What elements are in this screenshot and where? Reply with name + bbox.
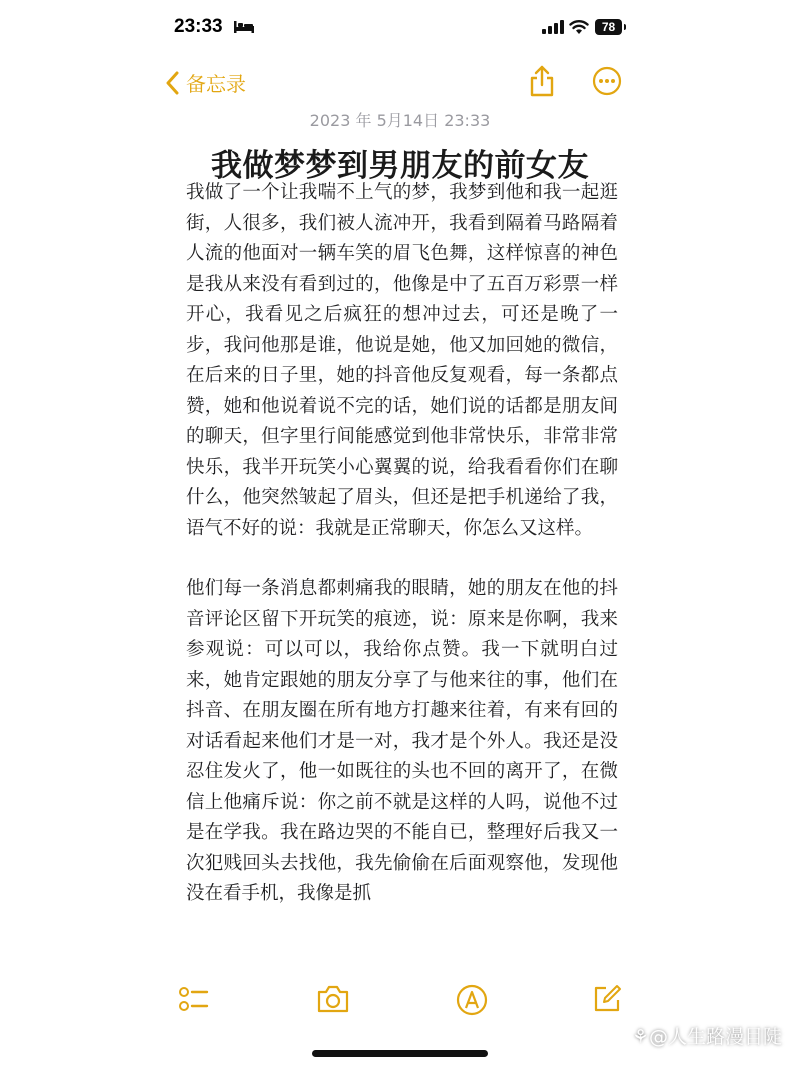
note-date: 2023 年 5月14日 23:33 [309, 111, 491, 130]
bed-icon [234, 21, 254, 33]
status-time: 23:33 [174, 16, 223, 37]
status-bar [148, 0, 652, 56]
battery-icon: 78 [595, 19, 622, 35]
home-indicator[interactable] [312, 1050, 488, 1057]
wifi-icon [569, 19, 589, 35]
note-title[interactable]: 我做梦梦到男朋友的前女友 [211, 148, 589, 184]
bottom-toolbar [148, 984, 652, 1020]
compose-icon[interactable] [592, 984, 622, 1014]
back-button[interactable] [166, 68, 246, 97]
navigation-bar [148, 56, 652, 108]
chevron-left-icon [166, 71, 180, 95]
note-paragraph: 他们每一条消息都刺痛我的眼睛，她的朋友在他的抖音评论区留下开玩笑的痕迹，说：原来是你啊，我来参观说：可以可以，我给你点赞。我一下就明白过来，她肯定跟她的朋友分享了与他来往的事，他们在抖音、在朋友圈在所有地方打趣来往着，有来有回的对话看起来他们才是一对，我才是个外人。我还是没忍住发火了，他一如既往的头也不回的离开了，在微信上他痛斥说：你之前不就是这样的人吗，说他不过是在学我。我在路边哭的不能自已，整理好后我又一次犯贱回头去找他，我先偷偷在后面观察他，发现他没在看手机，我像是抓 [186, 578, 618, 904]
battery-tip [624, 24, 626, 30]
note-paragraph: 我做了一个让我喘不上气的梦，我梦到他和我一起逛街，人很多，我们被人流冲开，我看到隔着马路隔着人流的他面对一辆车笑的眉飞色舞，这样惊喜的神色是我从来没有看到过的，他像是中了五百万彩票一样开心，我看见之后疯狂的想冲过去，可还是晚了一步，我问他那是谁，他说是她，他又加回她的微信，在后来的日子里，她的抖音他反复观看，每一条都点赞，她和他说着说不完的话，她们说的话都是朋友间的聊天，但字里行间能感觉到他非常快乐，非常非常快乐，我半开玩笑小心翼翼的说，给我看看你们在聊什么，他突然皱起了眉头，但还是把手机递给了我，语气不好的说：我就是正常聊天，你怎么又这样。 [186, 182, 618, 539]
signal-icon [542, 20, 564, 34]
more-icon[interactable] [592, 66, 622, 96]
back-label: 备忘录 [186, 72, 246, 96]
checklist-icon[interactable] [178, 984, 210, 1016]
notes-screen [148, 0, 652, 1067]
watermark: ⚘@人生路漫目陡 [631, 1026, 782, 1048]
note-body[interactable] [186, 178, 618, 940]
markup-icon[interactable] [456, 984, 488, 1016]
camera-icon[interactable] [316, 984, 350, 1014]
share-icon[interactable] [528, 64, 556, 98]
